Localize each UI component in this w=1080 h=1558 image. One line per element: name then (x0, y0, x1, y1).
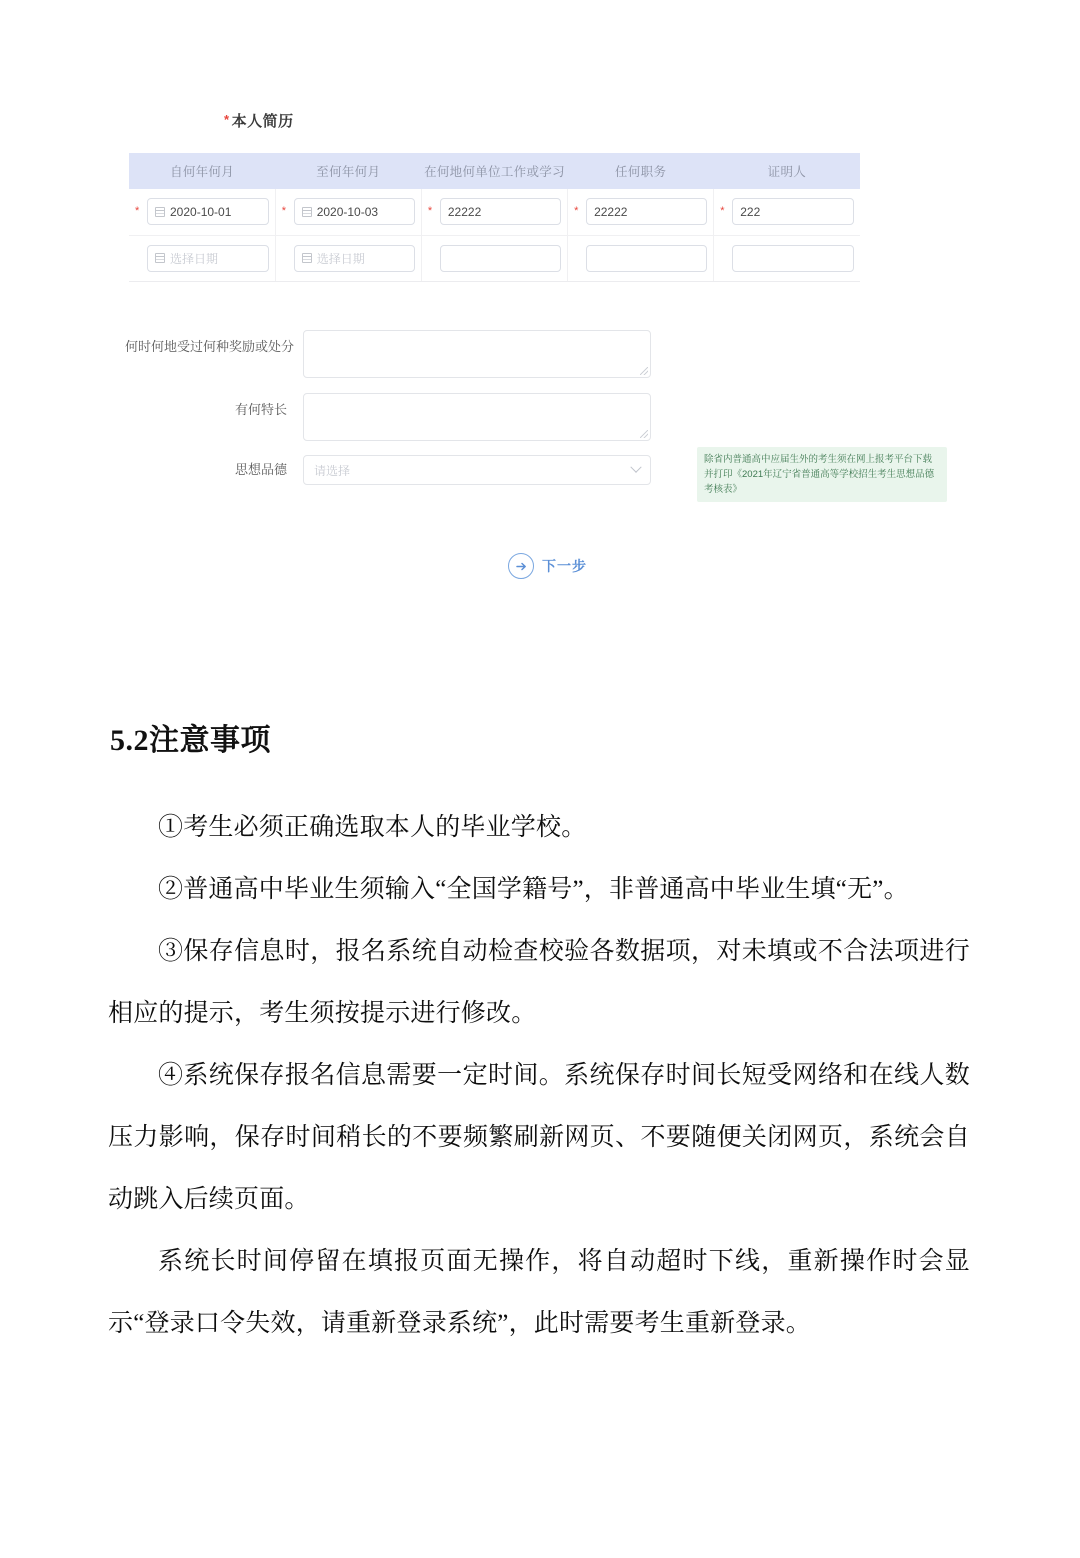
referee-input[interactable] (732, 198, 854, 225)
required-asterisk-icon: * (135, 205, 140, 218)
award-punishment-textarea[interactable] (303, 330, 651, 378)
calendar-icon (155, 207, 165, 217)
end-date-value: 2020-10-03 (316, 204, 379, 219)
resume-section-title: 本人简历 (231, 113, 294, 130)
workplace-input-empty[interactable] (440, 245, 561, 272)
cell-end-date-empty (275, 235, 421, 281)
next-step-label: 下一步 (542, 558, 587, 574)
document-body (0, 640, 1080, 1355)
column-header-referee: 证明人 (714, 153, 860, 189)
next-step-button[interactable] (508, 553, 587, 579)
cell-workplace-empty (421, 235, 567, 281)
specialty-textarea[interactable] (303, 393, 651, 441)
calendar-icon (302, 207, 312, 217)
note-paragraph-5: 系统长时间停留在填报页面无操作，将自动超时下线，重新操作时会显示“登录口令失效，请重新登录系统”，此时需要考生重新登录。 (108, 1248, 970, 1337)
cell-start-date-empty (129, 235, 275, 281)
moral-character-placeholder: 请选择 (314, 463, 351, 478)
moral-character-label: 思想品德 (234, 462, 287, 477)
cell-position (568, 189, 714, 235)
note-paragraph-2: ②普通高中毕业生须输入“全国学籍号”，非普通高中毕业生填“无”。 (158, 876, 909, 903)
resume-table (129, 153, 860, 282)
form-screenshot (0, 0, 1080, 640)
start-date-placeholder: 选择日期 (170, 251, 219, 266)
calendar-icon (302, 253, 312, 263)
award-punishment-field-row (125, 330, 651, 378)
section-heading: 5.2注意事项 (110, 724, 271, 757)
position-input-empty[interactable] (586, 245, 707, 272)
specialty-field-row (125, 393, 651, 441)
note-paragraph-3: ③保存信息时，报名系统自动检查校验各数据项，对未填或不合法项进行相应的提示，考生须按提示进行修改。 (108, 938, 970, 1027)
award-punishment-label: 何时何地受过何种奖励或处分 (125, 339, 295, 354)
cell-position-empty (568, 235, 714, 281)
note-paragraph-4: ④系统保存报名信息需要一定时间。系统保存时间长短受网络和在线人数压力影响，保存时间稍长的不要频繁刷新网页、不要随便关闭网页，系统会自动跳入后续页面。 (108, 1062, 970, 1213)
moral-character-select[interactable] (303, 455, 651, 485)
column-header-end-date: 至何年何月 (275, 153, 421, 189)
table-header-row (129, 153, 860, 189)
calendar-icon (155, 253, 165, 263)
start-date-input[interactable] (147, 198, 269, 225)
arrow-right-circle-icon (508, 553, 534, 579)
column-header-position: 任何职务 (568, 153, 714, 189)
required-asterisk-icon: * (427, 205, 433, 218)
referee-value: 222 (740, 204, 761, 219)
chevron-down-icon (630, 462, 641, 473)
position-input[interactable] (586, 198, 707, 225)
required-asterisk-icon: * (224, 112, 230, 127)
specialty-label: 有何特长 (234, 402, 287, 417)
end-date-input[interactable] (294, 198, 415, 225)
workplace-input[interactable] (440, 198, 561, 225)
required-asterisk-icon: * (281, 205, 286, 218)
moral-character-field-row (125, 455, 651, 485)
cell-referee-empty (714, 235, 860, 281)
cell-start-date (129, 189, 275, 235)
end-date-input-empty[interactable] (294, 245, 415, 272)
workplace-value: 22222 (447, 204, 482, 219)
referee-input-empty[interactable] (732, 245, 854, 272)
cell-workplace (421, 189, 567, 235)
note-paragraph-1: ①考生必须正确选取本人的毕业学校。 (158, 814, 587, 841)
required-asterisk-icon: * (720, 205, 725, 218)
position-value: 22222 (594, 204, 628, 219)
cell-referee (714, 189, 860, 235)
moral-character-hint: 除省内普通高中应届生外的考生须在网上报考平台下载并打印《2021年辽宁省普通高等学校招生考生思想品德考核表》 (697, 447, 947, 502)
table-row (129, 189, 860, 235)
table-row (129, 235, 860, 281)
required-asterisk-icon: * (574, 205, 579, 218)
column-header-workplace: 在何地何单位工作或学习 (421, 153, 567, 189)
end-date-placeholder: 选择日期 (316, 251, 365, 266)
start-date-value: 2020-10-01 (170, 204, 232, 219)
resume-section-label (224, 110, 294, 131)
column-header-start-date: 自何年何月 (129, 153, 275, 189)
cell-end-date (275, 189, 421, 235)
start-date-input-empty[interactable] (147, 245, 269, 272)
